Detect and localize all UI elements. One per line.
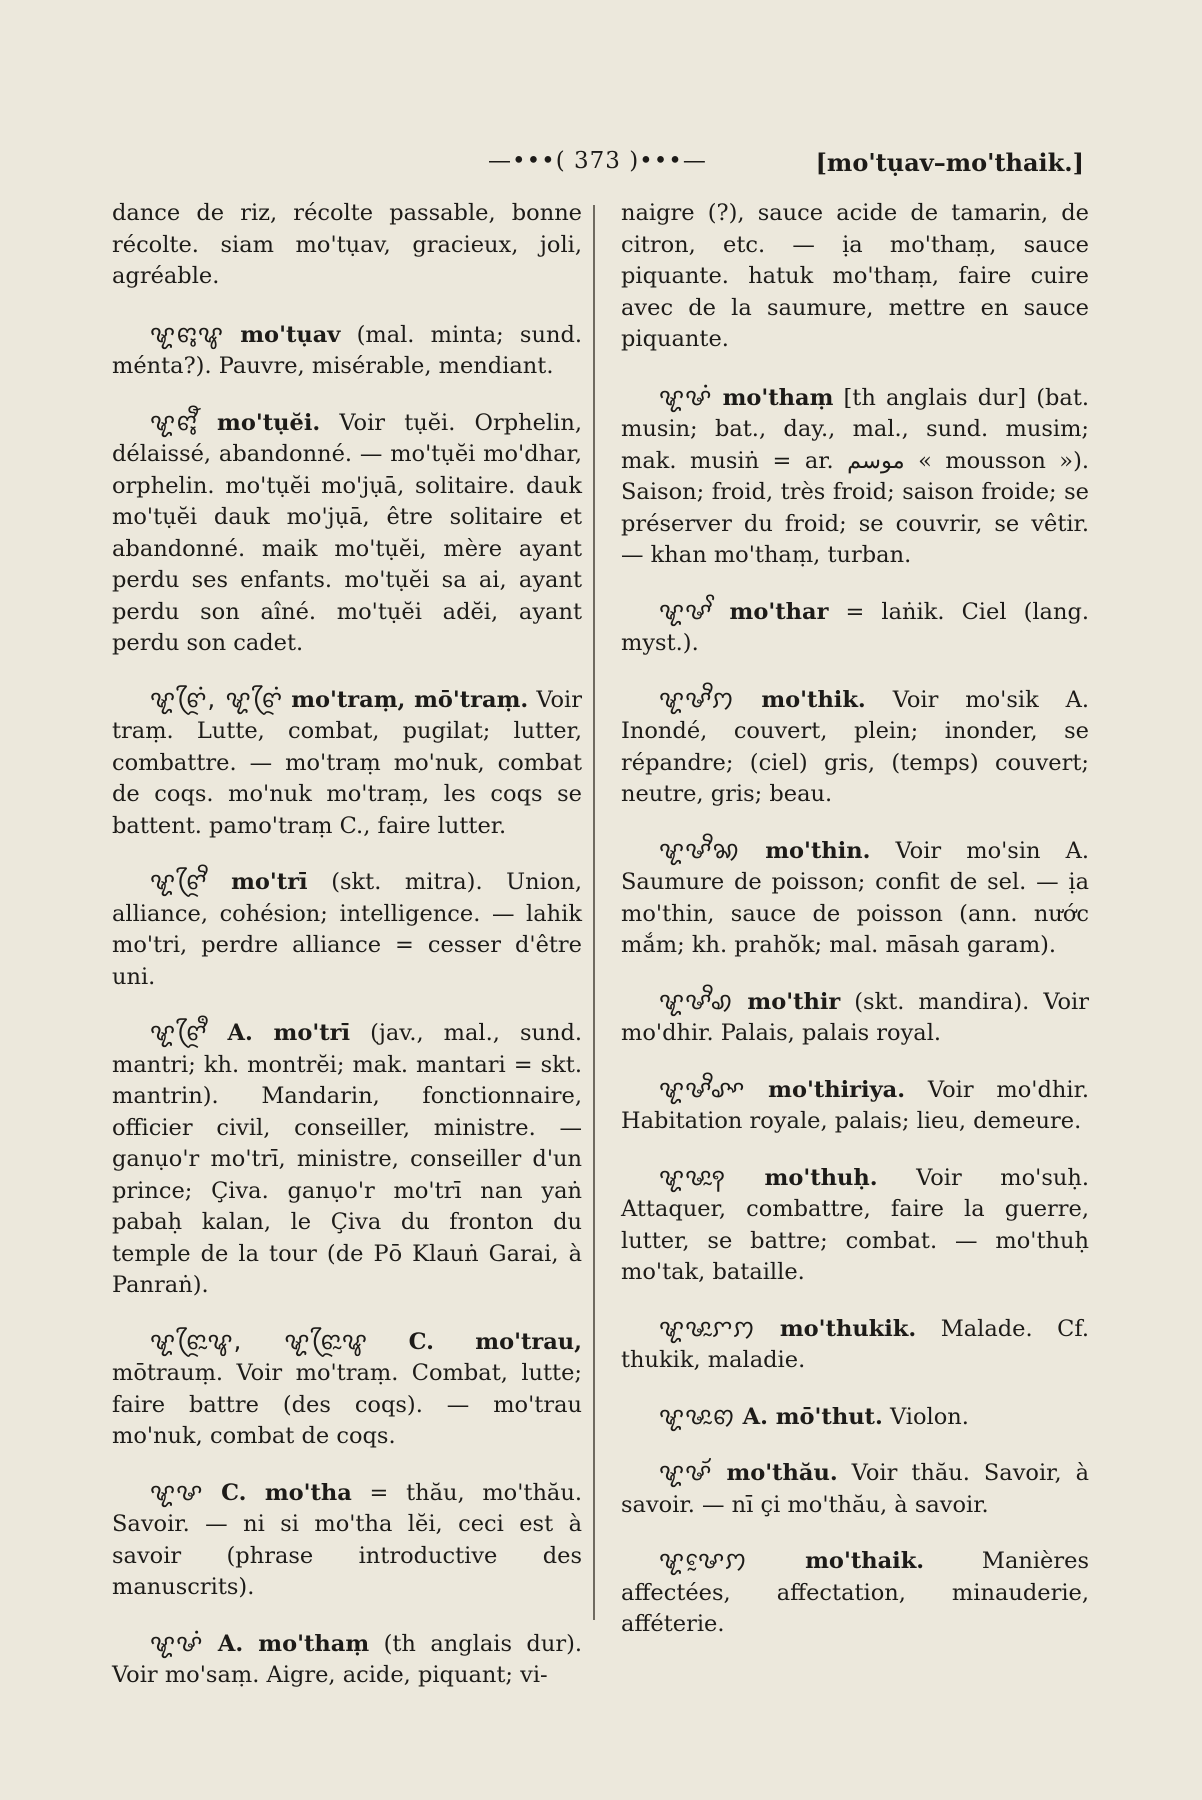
cham-script: ꨠꨔꩌ	[150, 1628, 204, 1657]
entry-headword: mo'thaṃ	[722, 384, 834, 411]
cham-script: ꨠꨔꨭꩅ	[659, 1401, 736, 1430]
dictionary-entry	[621, 1162, 1089, 1289]
page-number: —•••( 373 )•••—	[488, 148, 707, 174]
dictionary-entry	[621, 684, 1089, 811]
entry-definition: (skt. mitra). Union, alliance, cohésion; intelligence. — lahik mo'tri, perdre alliance = cesser d'être uni.	[112, 869, 583, 990]
dictionary-entry	[621, 1074, 1089, 1138]
dictionary-entry	[112, 1017, 582, 1302]
entry-definition: = laṅik. Ciel (lang. myst.).	[621, 598, 1090, 656]
entry-definition: Malade. Cf. thukik, maladie.	[621, 1315, 1089, 1373]
entry-headword: mo'thin.	[765, 837, 871, 864]
cham-script: ꨠꨔꨩ	[659, 596, 713, 625]
entry-definition: (skt. mandira). Voir mo'dhir. Palais, palais royal.	[621, 988, 1090, 1046]
entry-definition: (th anglais dur). Voir mo'saṃ. Aigre, acide, piquant; vi-	[112, 1630, 583, 1688]
dictionary-entry	[621, 1401, 1089, 1434]
entry-headword: mo'thaik.	[805, 1548, 925, 1574]
right-column	[621, 198, 1089, 1665]
entry-headword: A. mō'thut.	[742, 1403, 883, 1430]
entry-definition: Manières affectées, affectation, minauderie, afféterie.	[621, 1548, 1089, 1637]
cham-script: ꨠꨔꨪꩉ	[659, 986, 734, 1015]
dictionary-entry	[112, 1628, 582, 1692]
entry-headword: C. mo'tha	[221, 1479, 352, 1506]
dictionary-entry	[112, 198, 582, 293]
cham-script: ꨠꨔꨪꩆ	[659, 835, 741, 864]
entry-headword: mo'thar	[729, 598, 829, 625]
entry-headword: A. mo'thaṃ	[217, 1630, 370, 1657]
dictionary-entry	[621, 835, 1089, 962]
entry-definition: (jav., mal., sund. mantri; kh. montrĕi; mak. mantari = skt. mantrin). Mandarin, fonctionnaire, officier civil, conseiller, ministre. — ganụo'r mo'trī, ministre, conseiller d'un prince; Çiva. ganụo'r mo'trī nan yaṅ pabaḥ kalan, le Çiva du fronton du temple de la tour (de Pō Klauṅ Garai, à Panraṅ).	[112, 1020, 583, 1298]
cham-script: ꨠꨓꨴꨪ	[150, 867, 208, 895]
running-head	[0, 148, 1202, 188]
entry-headword: mo'tụĕi.	[217, 409, 321, 436]
cham-script: ꨠꨓꨴꨫ	[150, 1018, 208, 1046]
cham-script: ꨠꨔꨪꩀ	[659, 684, 735, 713]
entry-definition: Voir tụĕi. Orphelin, délaissé, abandonné. — mo'tụĕi mo'dhar, orphelin. mo'tụĕi mo'jụā, solitaire. dauk mo'tụĕi dauk mo'jụā, être solitaire et abandonné. maik mo'tụĕi, mère ayant perdu ses enfants. mo'tụĕi sa ai, ayant perdu son aîné. mo'tụĕi adĕi, ayant perdu son cadet.	[112, 409, 582, 656]
dictionary-entry	[112, 1326, 582, 1453]
entry-definition: dance de riz, récolte passable, bonne récolte. siam mo'tụav, gracieux, joli, agréable.	[112, 200, 582, 289]
column-divider	[593, 205, 595, 1620]
cham-script: ꨠꨔꨰꩀ	[659, 1546, 748, 1574]
entry-definition: = thău, mo'thău. Savoir. — ni si mo'tha lĕi, ceci est à savoir (phrase introductive des manuscrits).	[112, 1479, 582, 1600]
dictionary-entry	[112, 319, 582, 383]
entry-definition: [th anglais dur] (bat. musin; bat., day., mal., sund. musim; mak. musiṅ = ar. موسم « mousson »). Saison; froid, très froid; saison froide; se préserver du froid; se couvrir, se vêtir. — khan mo'thaṃ, turban.	[621, 384, 1090, 568]
entry-definition: Voir mo'sik A. Inondé, couvert, plein; inonder, se répandre; (ciel) gris, (temps) couvert; neutre, gris; beau.	[621, 686, 1090, 807]
left-column	[112, 198, 582, 1716]
entry-definition: Voir traṃ. Lutte, combat, pugilat; lutter, combattre. — mo'traṃ mo'nuk, combat de coqs. mo'nuk mo'traṃ, les coqs se battent. pamo'traṃ C., faire lutter.	[112, 686, 582, 839]
entry-definition: mōtrauṃ. Voir mo'traṃ. Combat, lutte; faire battre (des coqs). — mo'trau mo'nuk, combat de coqs.	[112, 1360, 582, 1449]
entry-headword: mo'trī	[231, 869, 308, 895]
cham-script: ꨠꨓꨶꨥ	[150, 319, 225, 348]
entry-definition: Voir mo'sin A. Saumure de poisson; confit de sel. — ịa mo'thin, sauce de poisson (ann. nước mắm; kh. prahŏk; mal. māsah garam).	[621, 837, 1089, 958]
dictionary-entry	[112, 1477, 582, 1604]
dictionary-entry	[112, 866, 582, 993]
entry-headword: C. mo'trau,	[408, 1328, 582, 1355]
entry-definition: Voir mo'dhir. Habitation royale, palais; lieu, demeure.	[621, 1076, 1090, 1134]
entry-headword: mo'thir	[747, 988, 841, 1015]
cham-script: ꨠꨓꨶꨬ	[150, 407, 198, 436]
entry-headword: mo'traṃ, mō'traṃ.	[291, 686, 529, 713]
dictionary-entry	[112, 407, 582, 660]
cham-script: ꨠꨓꨴꩌ, ꨠꨓꨴꩌ	[150, 684, 284, 713]
entry-definition: Violon.	[889, 1403, 969, 1430]
entry-headword: mo'tụav	[240, 321, 341, 348]
entry-headword: mo'thik.	[761, 686, 866, 713]
cham-script: ꨠꨓꨴꨭꨥ, ꨠꨓꨴꨭꨥ	[150, 1326, 368, 1355]
entry-headword: mo'thău.	[726, 1460, 838, 1486]
cham-script: ꨠꨔꨪꨣꨳ	[659, 1074, 746, 1103]
entry-definition: Voir thău. Savoir, à savoir. — nī çi mo'thău, à savoir.	[621, 1460, 1090, 1518]
dictionary-entry	[112, 684, 582, 843]
entry-headword: mo'thuḥ.	[764, 1164, 878, 1191]
entry-headword: mo'thukik.	[779, 1315, 917, 1342]
cham-script: ꨠꨔ	[150, 1477, 204, 1506]
cham-script: ꨠꨔꩌ	[659, 382, 713, 411]
dictionary-entry	[621, 1457, 1089, 1521]
dictionary-entry	[621, 1545, 1089, 1641]
dictionary-entry	[621, 198, 1089, 356]
dictionary-entry	[621, 1313, 1089, 1377]
cham-script: ꨠꨔꨭꩍ	[659, 1162, 727, 1191]
dictionary-entry	[621, 382, 1089, 572]
dictionary-entry	[621, 596, 1089, 660]
entry-definition: (mal. minta; sund. ménta?). Pauvre, misérable, mendiant.	[112, 321, 583, 379]
entry-headword: A. mo'trī	[227, 1020, 351, 1046]
dictionary-entry	[621, 986, 1089, 1050]
entry-definition: Voir mo'suḥ. Attaquer, combattre, faire la guerre, lutter, se battre; combat. — mo'thuḥ mo'tak, bataille.	[621, 1164, 1090, 1285]
cham-script: ꨠꨔꨭꨆꩀ	[659, 1313, 756, 1342]
entry-definition: naigre (?), sauce acide de tamarin, de citron, etc. — ịa mo'thaṃ, sauce piquante. hatuk mo'thaṃ, faire cuire avec de la saumure, mettre en sauce piquante.	[621, 200, 1089, 352]
entry-headword: mo'thiriya.	[768, 1076, 906, 1103]
cham-script: ꨠꨔꨮ	[659, 1458, 713, 1486]
header-range: [mo'tụav–mo'thaik.]	[815, 148, 1084, 177]
